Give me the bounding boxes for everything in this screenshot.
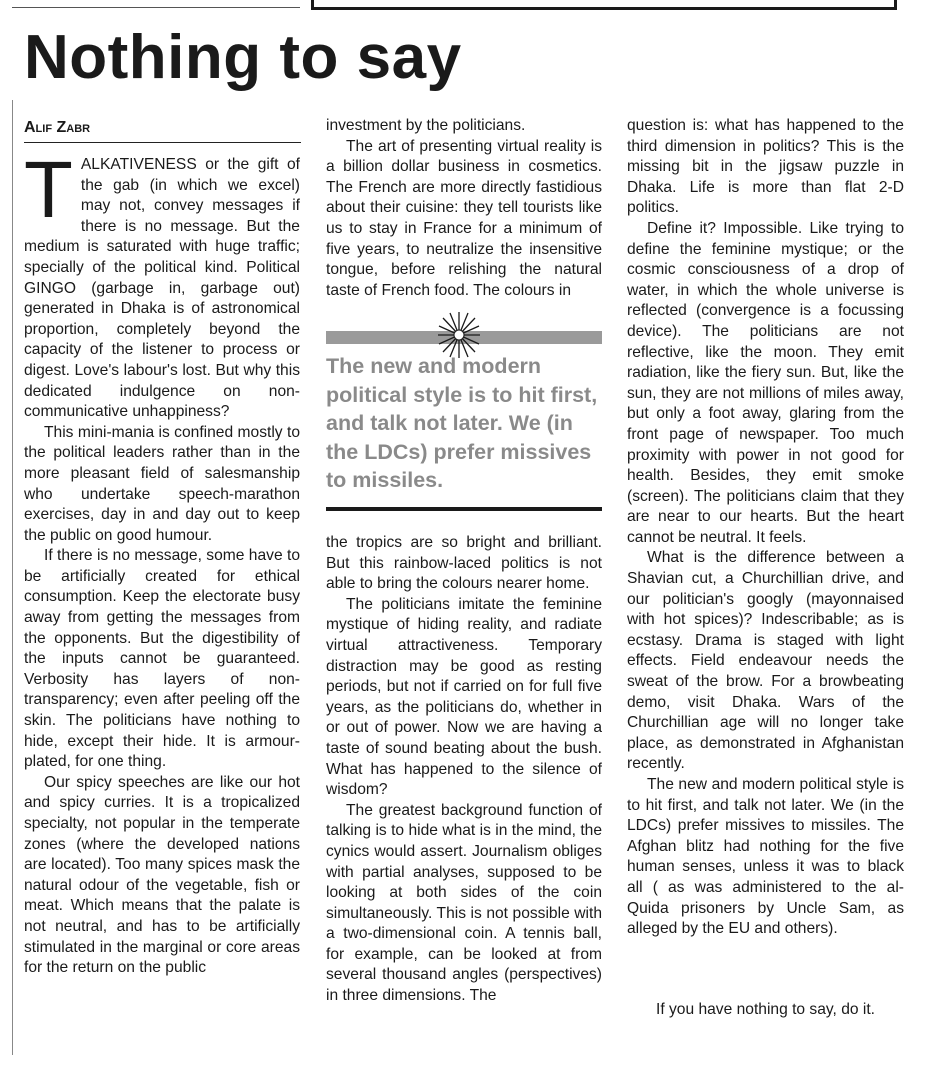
paragraph: Define it? Impossible. Like trying to define the feminine mystique; or the cosmic consciousness of a drop of water, in which the whole universe is reflected (convergence is a focussing device). The politicians are not reflective, like the moon. They emit radiation, like the fiery sun. But, like the sun, they are not millions of miles away, but only a foot away, glaring from the front page of newspaper. Too much proximity with power in not good for health. Besides, they emit smoke (screen). The politicians claim that they are near to our hearts. But the heart cannot be neutral. It feels. bbox=[627, 219, 904, 546]
sign-off: If you have nothing to say, do it. bbox=[655, 1001, 876, 1018]
lead-paragraph bbox=[24, 155, 300, 423]
byline: Alif Zabr bbox=[24, 116, 301, 143]
paragraph: Our spicy speeches are like our hot and spicy curries. It is a tropicalized specialty, not popular in the temperate zones (where the developed nations are located). Too many spices mask the natural odour of the vegetable, fish or meat. Which means that the palate is not neutral, and has to be artificially stimulated in the marginal or core areas for the return on the public bbox=[24, 773, 300, 977]
pull-quote-bottom-bar bbox=[326, 507, 602, 511]
paragraph: investment by the politicians. bbox=[326, 117, 526, 134]
column-2-top bbox=[326, 116, 602, 322]
paragraph: The politicians imitate the feminine mystique of hiding reality, and radiate virtual attractiveness. Temporary distraction may be good as resting periods, but not if carried on for full five years, as the politicians do, whether in or out of power. Now we are having a taste of sound beating about the bush. What has happened to the silence of wisdom? bbox=[326, 595, 602, 799]
column-rule bbox=[12, 100, 13, 1055]
paragraph: This mini-mania is confined mostly to the political leaders rather than in the more pleasant field of salesmanship who undertake speech-marathon exercises, day in and day out to keep the public on good humour. bbox=[24, 423, 300, 544]
top-rule bbox=[12, 7, 300, 8]
column-3 bbox=[627, 116, 904, 996]
headline: Nothing to say bbox=[24, 23, 462, 92]
lead-text: ALKATIVENESS or the gift of the gab (in which we excel) may not, convey messages if there is no message. But the medium is saturated with huge traffic; specially of the political kind. Political GINGO (garbage in, garbage out) generated in Dhaka is of astronomical proportion, completely beyond the capacity of the listener to process or digest. Love's labour's lost. But why this dedicated indulgence on non-communicative unhappiness? bbox=[24, 156, 300, 421]
paragraph: question is: what has happened to the third dimension in politics? This is the missing bit in the jigsaw puzzle in Dhaka. Life is more than flat 2-D politics. bbox=[627, 117, 904, 217]
paragraph: If there is no message, some have to be artificially created for ethical consumption. Keep the electorate busy away from getting the messages from the opponents. But the digestibility of the inputs cannot be guaranteed. Verbosity has layers of non-transparency; even after peeling off the skin. The politicians have nothing to hide, except their hide. It is armour-plated, for one thing. bbox=[24, 547, 300, 771]
paragraph: the tropics are so bright and brilliant. But this rainbow-laced politics is not able to bring the colours nearer home. bbox=[326, 534, 602, 593]
adjacent-frame bbox=[311, 0, 897, 10]
column-1 bbox=[24, 155, 300, 1060]
column-2-bottom bbox=[326, 533, 602, 1053]
paragraph: The new and modern political style is to hit first, and talk not later. We (in the LDCs) prefer missives to missiles. The Afghan blitz had nothing for the five human senses, unless it was to black all ( as was administered to the al-Quida prisoners by Uncle Sam, as alleged by the EU and others). bbox=[627, 776, 904, 938]
paragraph: The art of presenting virtual reality is a billion dollar business in cosmetics. The French are more directly fastidious about their cuisine: they tell tourists like us to stay in France for a minimum of five years, to neutralize the insensitive tongue, before relishing the natural taste of French food. The colours in bbox=[326, 137, 602, 299]
paragraph: The greatest background function of talking is to hide what is in the mind, the cynics would assert. Journalism obliges with partial analyses, supposed to be looking at both sides of the coin simultaneously. This is not possible with a two-dimensional coin. A tennis ball, for example, can be looked at from several thousand angles (perspectives) in three dimensions. The bbox=[326, 801, 602, 1005]
pull-quote: The new and modern political style is to hit first, and talk not later. We (in the LDCs) prefer missives to missiles. bbox=[326, 354, 598, 493]
drop-cap: T bbox=[24, 155, 73, 234]
paragraph: What is the difference between a Shavian cut, a Churchillian drive, and our politician's googly (mayonnaised with hot spices)? Indescribable; as is ecstasy. Drama is staged with light effects. Field endeavour needs the sweat of the brow. For a browbeating demo, visit Dhaka. Wars of the Churchillian age will no longer take place, as demonstrated in Afghanistan recently. bbox=[627, 549, 904, 773]
